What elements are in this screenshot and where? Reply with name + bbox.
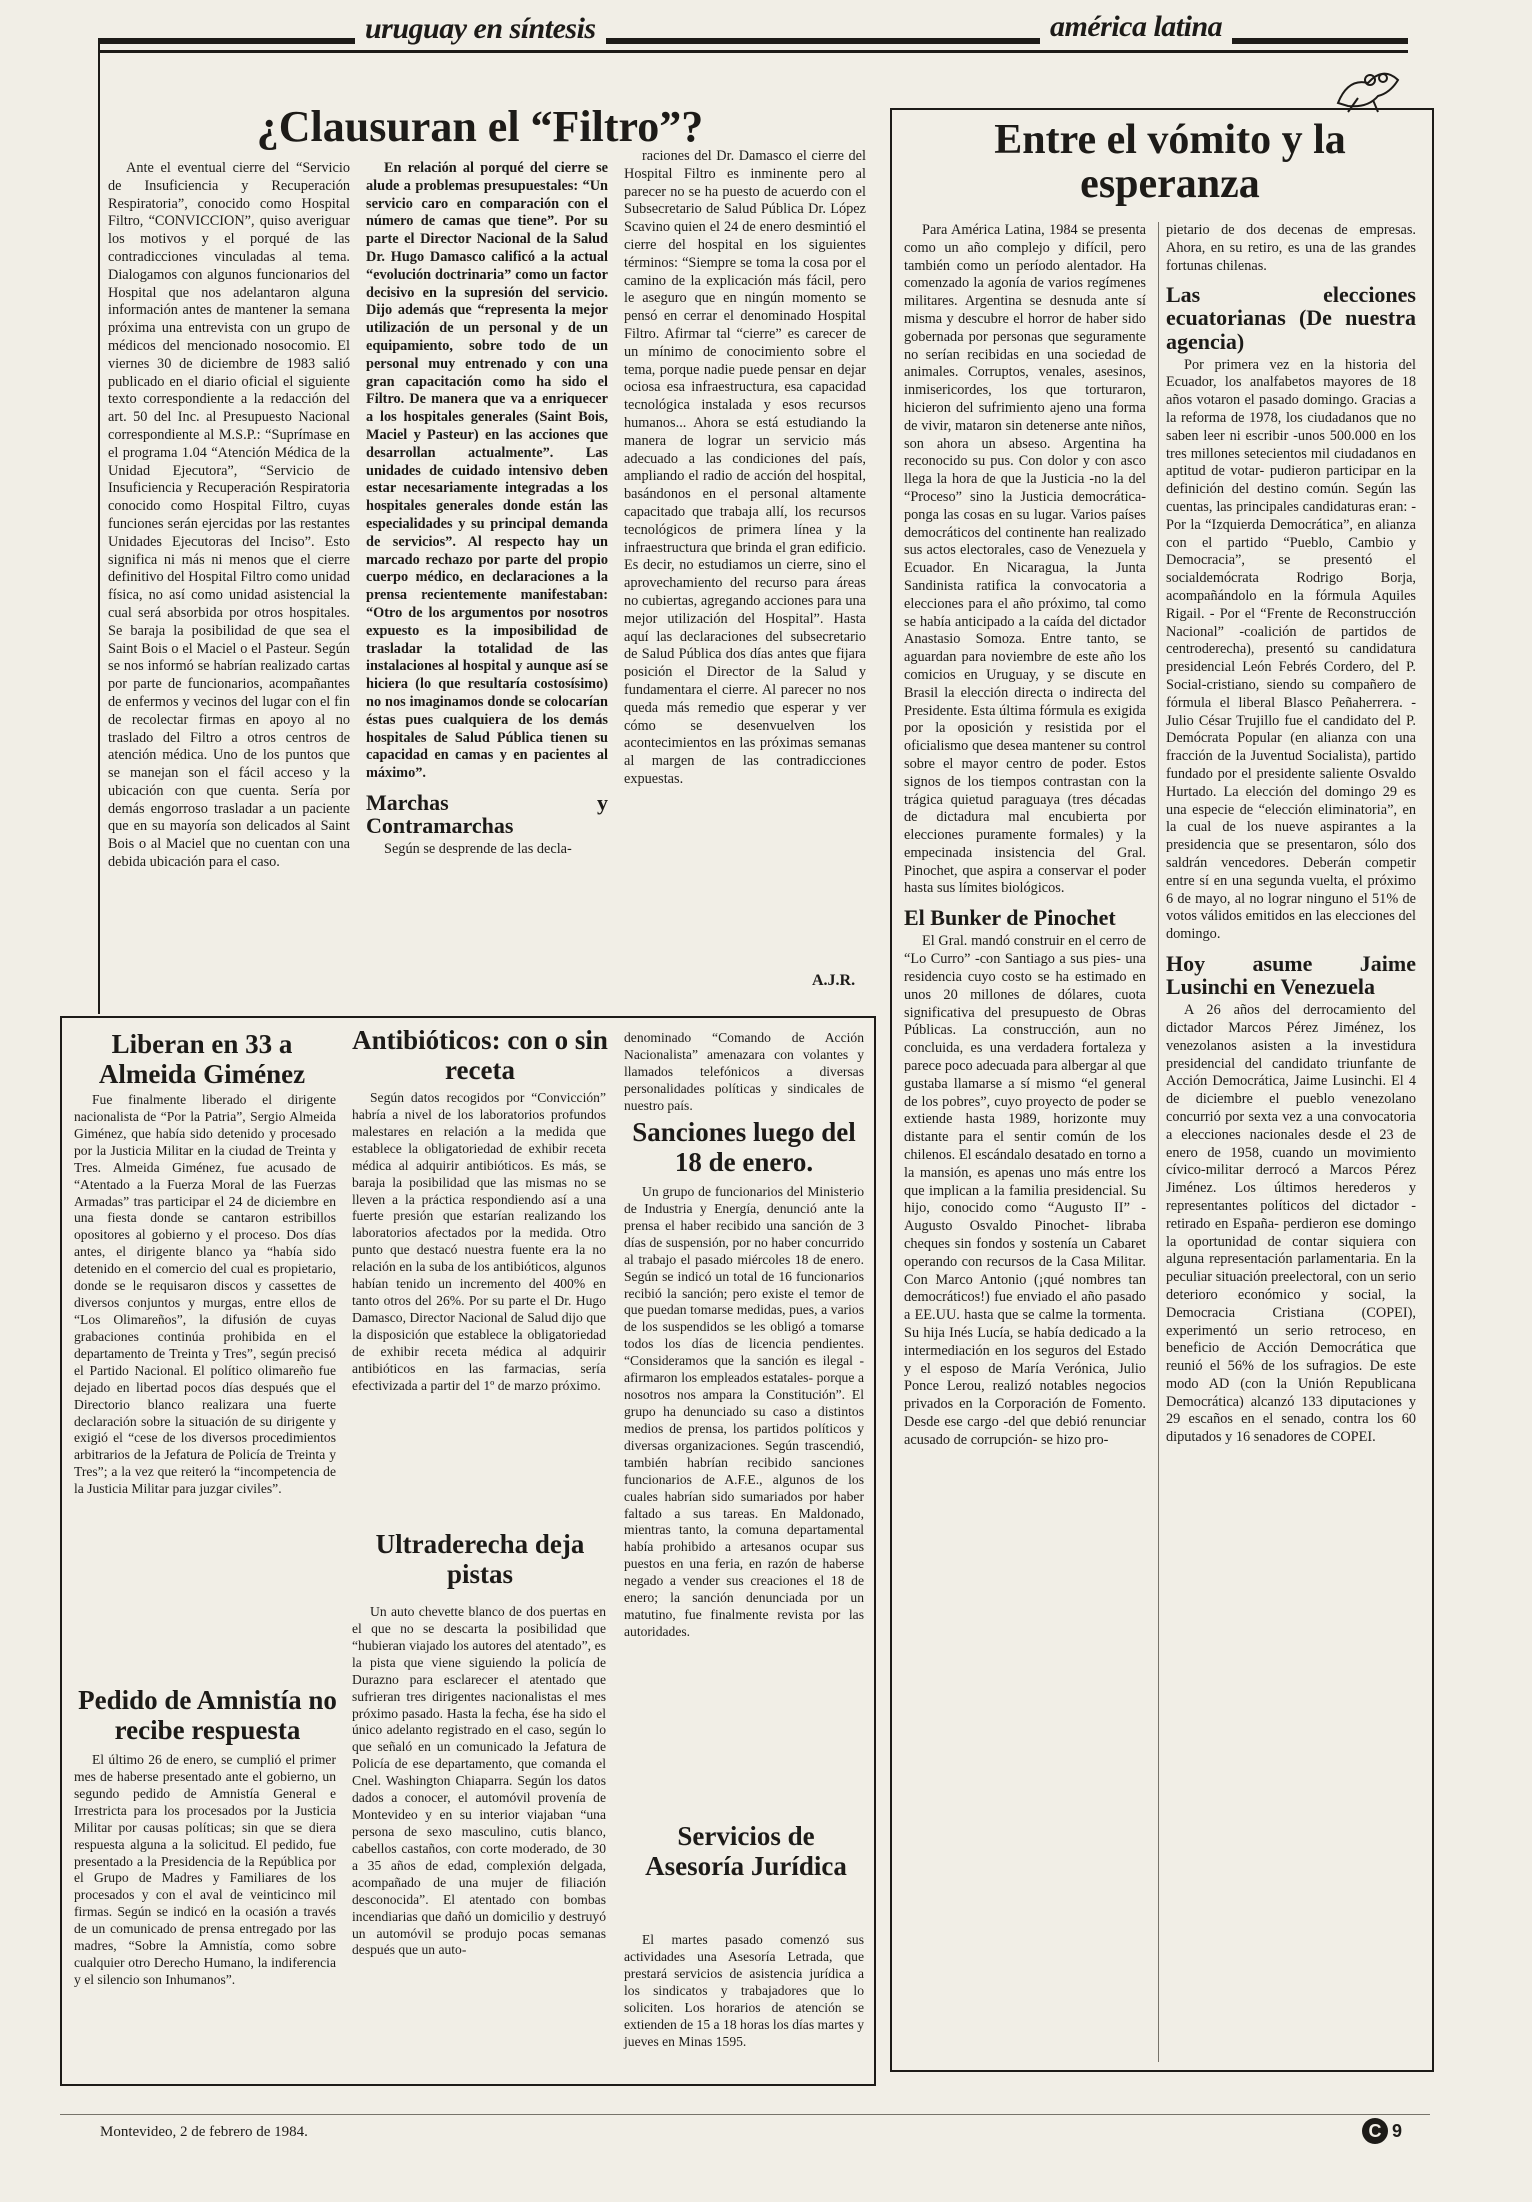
vomito-col-1 xyxy=(904,222,1146,2058)
sanciones-col xyxy=(624,1184,864,1820)
vomito-col-2-lead: pietario de dos decenas de empresas. Ahora, en su retiro, es una de las grandes fortunas chilenas. xyxy=(1166,222,1416,274)
liberan-title: Liberan en 33 a Almeida Giménez xyxy=(98,1029,306,1089)
vomito-col-2-text: Por primera vez en la historia del Ecuador, los analfabetos mayores de 18 años votaron el pasado domingo. Gracias a la reforma de 1978, los ciudadanos que no saben leer ni escribir -unos 500.000 en los tres millones setecientos mil ciudadanos en aptitud de votar- pudieron participar en la definición del destino común. Según las cuentas, las principales candidaturas eran: - Por la “Izquierda Democrática”, en alianza con el partido “Pueblo, Cambio y Democracia”, se presentó el socialdemócrata Rodrigo Borja, acompañándolo en la fórmula Aquiles Rigail. - Por el “Frente de Reconstrucción Nacional” -coalición de partidos de centroderecha), presentó su candidatura presidencial León Febrés Cordero, del P. Social-cristiano, siendo su compañero de fórmula el liberal Blasco Peñaherrera. - Julio César Trujillo fue el candidato del P. Demócrata Popular (en alianza con una fracción de la Juventud Socialista), partido fundado por el presidente saliente Osvaldo Hurtado. La elección del domingo 29 es una especie de “elección eliminatoria”, en la cual de los nueve aspirantes a la presidencia que se presentaron, sólo dos saldrán vencedores. Deberán competir entre sí en una segunda vuelta, el próximo 6 de mayo, al no lograr ninguno el 51% de votos válidos emitidos en las elecciones del domingo. xyxy=(1166,356,1416,943)
vomito-subhead-lusinchi: Hoy asume Jaime Lusinchi en Venezuela xyxy=(1166,950,1416,1000)
amnistia-title: Pedido de Amnistía no recibe respuesta xyxy=(78,1685,337,1745)
filtro-col-3 xyxy=(624,148,866,968)
header-rule-bottom xyxy=(98,50,1408,53)
filtro-title: ¿Clausuran el “Filtro”? xyxy=(256,102,704,151)
ultraderecha-col xyxy=(352,1604,606,2074)
vomito-title: Entre el vómito y la esperanza xyxy=(994,117,1346,208)
section-label-america-latina: américa latina xyxy=(1040,10,1232,44)
vomito-col-2 xyxy=(1166,222,1416,2058)
servicios-text: El martes pasado comenzó sus actividades una Asesoría Letrada, que prestará servicios de asistencia jurídica a los sindicatos y trabajadores que lo soliciten. Los horarios de atención se extienden de 15 a 18 horas los días martes y jueves en Minas 1595. xyxy=(624,1932,864,2049)
vomito-col-1b-text: El Gral. mandó construir en el cerro de “Lo Curro” -con Santiago a sus pies- una residencia cuyo costo se ha estimado en unos 20 millones de dólares, cuota significativa del presupuesto de Obras Públicas. La construcción, aun no concluida, es una verdadera fortaleza y parece poco adecuada para albergar al que gustaba llamarse a sí mismo “el general de los pobres”, cuyo proyecto de poder se extiende hasta 1989, horizonte muy distante para el sentir común de los chilenos. El escándalo desatado en torno a la mansión, es apenas uno más entre los que implican a la familia presidencial. Su hijo, conocido como “Augusto II” -Augusto Osvaldo Pinochet- libraba cheques sin fondos y sostenía un Cabaret operando con recursos de la Casa Militar. Con Marco Antonio (¡qué nombres tan democráticos!) fue enviado el año pasado a EE.UU. hasta que se calme la tormenta. Su hija Inés Lucía, se había dedicado a la intermediación en los seguros del Estado y el esposo de María Verónica, Julio Ponce Lerou, realizó notables negocios privados en la Corporación de Fomento. Desde ese cargo -del que debió renunciar acusado de corrupción- se hizo pro- xyxy=(904,933,1146,1448)
vomito-column-divider xyxy=(1158,222,1159,2062)
filtro-col-3-text: raciones del Dr. Damasco el cierre del Hospital Filtro es inminente pero al parecer no se ha puesto de acuerdo con el Subsecretario de Salud Pública Dr. López Scavino quien el 24 de enero desmintió el cierre del hospital en los siguientes términos: “Siempre se toma la cosa por el camino de la explicación más fácil, pero le aseguro que en ningún momento se pensó en cerrar el denominado Hospital Filtro. Afirmar tal “cierre” es carecer de un mínimo de conocimiento sobre el tema, porque nadie puede pensar en dejar ociosa esa infraestructura, esa capacidad tecnológica instalada y esos recursos humanos... Ahora se está estudiando la manera de lograr un servicio más adecuado a las condiciones del país, ampliando el radio de acción del hospital, basándonos en el personal altamente capacitado que trabaja allí, los recursos tecnológicos de primera línea y la infraestructura que brinda el gran edificio. Es decir, no estudiamos un cierre, sino el aprovechamiento del recurso para áreas no cubiertas, agregando acciones para una mejor utilización del Hospital”. Hasta aquí las declaraciones del subsecretario de Salud Pública dos días antes que fijara posición el Director de la Salud y fundamentara el cierre. Al parecer no nos queda más remedio que esperar y ver cómo se desenvuelven los acontecimientos en las próximas semanas al margen de las contradicciones expuestas. xyxy=(624,148,866,787)
filtro-col-2 xyxy=(366,160,608,1002)
ultraderecha-text: Un auto chevette blanco de dos puertas en el que no se descarta la posibilidad que “hubieran viajado los autores del atentado”, es la pista que viene siguiendo la policía de Durazno para esclarecer el atentado que sufrieran tres dirigentes nacionalistas el mes próximo pasado. Hasta la fecha, ése ha sido el único adelanto registrado en el caso, según lo que señaló en un comunicado la Jefatura de Policía de ese departamento, que comanda el Cnel. Washington Chiaparra. Según los datos dados a conocer, el automóvil provenía de Montevideo y en su interior viajaban “una persona de sexo masculino, cutis blanco, cabellos castaños, con corte moderado, de 30 a 35 años de edad, complexión delgada, acompañado de una mujer de filiación desconocida”. El atentado con bombas incendiarias que dañó un domicilio y destruyó un automóvil se produjo pocas semanas después que un auto- xyxy=(352,1604,606,1958)
filtro-col-2-tail: Según se desprende de las decla- xyxy=(384,841,572,858)
footer-rule xyxy=(60,2114,1430,2115)
convicción-logo xyxy=(1362,2118,1402,2144)
sanciones-lead-text: denominado “Comando de Acción Nacionalista” amenazara con volantes y llamados telefónicos a diversas personalidades políticas y sindicales de nuestro país. xyxy=(624,1030,864,1113)
left-margin-rule xyxy=(98,44,100,1014)
vomito-col-1-text: Para América Latina, 1984 se presenta como un año complejo y difícil, pero también como un período alentador. Ha comenzado la agonía de varios regímenes militares. Argentina se desnuda ante sí misma y descubre el horror de haber sido gobernada por personas que seguramente no serían recibidas en una sociedad de animales. Corruptos, venales, asesinos, inmisericordes, los que torturaron, hicieron del sufrimiento ajeno una forma de vivir, mataron sin detenerse ante niños, son ahora un abseso. Argentina ha reconocido su pus. Con dolor y con asco llega la hora de que la Justicia -no la del “Proceso” sino la Justicia democrática- ponga las cosas en su lugar. Varios países democráticos del continente han realizado sus actos electorales, caso de Venezuela y Ecuador. En Nicaragua, la Junta Sandinista ratifica la convocatoria a elecciones para el año próximo, tal como se había anticipado a la caída del dictador Anastasio Somoza. Entre tanto, se aguardan para noviembre de este año los comicios en Uruguay, y se discute en Brasil la elección directa o indirecta del Presidente. Esta última fórmula es exigida por la oposición y resistida por el oficialismo que desea mantener su control sobre el mayor centro de poder. Estos signos de los tiempos contrastan con la trágica quietud paraguaya (tres décadas de dictadura mal encubierta por elecciones puramente formales) y la empecinada insistencia del Gral. Pinochet, que aspira a conservar el poder hasta sus límites biológicos. xyxy=(904,222,1146,897)
vomito-subhead-ecuador: Las elecciones ecuatorianas (De nuestra agencia) xyxy=(1166,282,1416,354)
page-number: 9 xyxy=(1392,2120,1403,2141)
antibioticos-col xyxy=(352,1090,606,1510)
filtro-signature: A.J.R. xyxy=(812,972,856,989)
liberan-col xyxy=(74,1092,336,1497)
servicios-col xyxy=(624,1932,864,2072)
mascot-illustration xyxy=(1328,58,1408,114)
vomito-subhead-bunker: El Bunker de Pinochet xyxy=(904,905,1116,931)
filtro-subhead-marchas: Marchas y Contramarchas xyxy=(366,789,608,838)
section-label-uruguay: uruguay en síntesis xyxy=(355,12,606,46)
filtro-col-2-text: En relación al porqué del cierre se alude a problemas presupuestales: “Un servicio caro en comparación con el número de camas que tiene”. Por su parte el Director Nacional de la Salud Dr. Hugo Damasco calificó a la actual “evolución doctrinaria” como un factor decisivo en la supresión del servicio. Dijo además que “representa la mejor utilización de un personal y de un equipamiento, sobre todo de un personal muy entrenado y con una gran capacitación como ha sido el Filtro. De manera que va a enriquecer a los hospitales generales (Saint Bois, Maciel y Pasteur) en las acciones que desarrollan actualmente”. Las unidades de cuidado intensivo deben estar necesariamente integradas a los hospitales generales donde están las especialidades y su principal demanda de servicios”. Al respecto hay un marcado rechazo por parte del propio cuerpo médico, en declaraciones a la prensa recientemente manifestaban: “Otro de los argumentos por nosotros expuesto es la imposibilidad de trasladar la totalidad de las instalaciones al hospital y aunque así se hiciera (lo que resultaría costosísimo) no nos imaginamos donde se colocarían éstas pues cualquiera de los demás hospitales de Salud Pública tienen su capacidad en camas y en pacientes al máximo”. xyxy=(366,160,608,782)
footer-dateline: Montevideo, 2 de febrero de 1984. xyxy=(100,2124,308,2140)
filtro-col-1 xyxy=(108,160,350,1002)
filtro-col-1-text: Ante el eventual cierre del “Servicio de Insuficiencia y Recuperación Respiratoria”, conocido como Hospital Filtro, “CONVICCION”, quiso averiguar los motivos y el porqué de las contradicciones vinculadas al tema. Dialogamos con algunos funcionarios del Hospital que nos adelantaron alguna información antes de mantener la semana próxima una entrevista con un grupo de médicos del mencionado nosocomio. El viernes 30 de diciembre de 1983 salió publicado en el diario oficial el siguiente texto correspondiente a la redacción del art. 50 del Inc. al Presupuesto Nacional correspondiente al M.S.P.: “Suprímase en el programa 1.04 “Atención Médica de la Unidad Ejecutora”, “Servicio de Insuficiencia y Recuperación Respiratoria conocido como Hospital Filtro, cuyas funciones serán ejercidas por las restantes Unidades Ejecutoras del Inciso”. Esto significa ni más ni menos que el cierre definitivo del Hospital Filtro como unidad física, no así como unidad asistencial la cual será absorbida por otros hospitales. Se baraja la posibilidad de que sea el Saint Bois o el Maciel o el Pasteur. Según se nos informó se habrían realizado cartas por parte de funcionarios, acompañantes de enfermos y vecinos del lugar con el fin de recolectar firmas en apoyo al no traslado del Filtro a otros centros de atención médica. Uno de los puntos que se manejan son el fácil acceso y la ubicación con que cuenta. Sería por demás engorroso trasladar a un paciente que en su mayoría son delicados al Saint Bois o al Maciel que no cuentan con una debida ubicación para el caso. xyxy=(108,160,350,871)
sanciones-lead-col xyxy=(624,1030,864,1120)
logo-letter: C xyxy=(1362,2118,1388,2144)
amnistia-col xyxy=(74,1752,336,2074)
vomito-col-2b-text: A 26 años del derrocamiento del dictador Marcos Pérez Jiménez, los venezolanos asisten a la investidura presidencial del candidato triunfante de Acción Democrática, Jaime Lusinchi. El 4 de diciembre el pueblo venezolano concurrió por sexta vez a una convocatoria a elecciones nacionales desde el 23 de enero de 1958, cuando un movimiento cívico-militar derrocó a Marcos Pérez Jiménez. Los últimos herederos y representantes políticos del dictador -retirado en España- perdieron ese domingo la oportunidad de contar siquiera con alguna representación parlamentaria. En la peculiar situación preelectoral, con un serio deterioro económico y social, la Democracia Cristiana (COPEI), experimentó un serio retroceso, en beneficio de Acción Democrática que reunió el 56% de los sufragios. De este modo AD (con la Unión Republicana Democrática) alcanzó 133 diputaciones y 29 escaños en el senado, contra los 60 diputados y 16 senadores de COPEI. xyxy=(1166,1002,1416,1446)
servicios-title: Servicios de Asesoría Jurídica xyxy=(645,1821,847,1881)
antibioticos-text: Según datos recogidos por “Convicción” habría a nivel de los laboratorios profundos malestares en relación a la medida que establece la obligatoriedad de exhibir receta médica al adquirir antibióticos. Es más, se baraja la posibilidad que las mismas no se lleven a la práctica respondiendo así a una fuerte presión que estarían realizando los laboratorios afectados por la medida. Otro punto que destacó nuestra fuente era la no relación en la suba de los antibióticos, algunos habían tenido un incremento del 400% en tanto otros del 26%. Por su parte el Dr. Hugo Damasco, Director Nacional de Salud dijo que la disposición que establece la obligatoriedad de exhibir receta médica al adquirir antibióticos en las farmacias, sería efectivizada a partir del 1º de marzo próximo. xyxy=(352,1090,606,1393)
liberan-text: Fue finalmente liberado el dirigente nacionalista de “Por la Patria”, Sergio Almeida Giménez, que había sido detenido y procesado por la Justicia Militar en la ciudad de Treinta y Tres. Almeida Giménez, fue acusado de “Atentado a la Fuerza Moral de las Fuerzas Armadas” tras participar el 24 de diciembre en una fiesta donde se cantaron estribillos opositores al gobierno y el proceso. Dos días antes, el dirigente blanco ya “había sido detenido en el comercio del cual es propietario, donde se le requisaron discos y cassettes de diversos conjuntos y murgas, entre ellos de “Los Olimareños”, la difusión de cuyas grabaciones continúa prohibida en el departamento de Treinta y Tres”, según precisó el Partido Nacional. El político olimareño fue dejado en libertad pocos días después que el Directorio blanco realizara una fuerte declaración sobre la situación de su dirigente y exigió el “cese de los diversos procedimientos arbitrarios de la Jefatura de Policía de Treinta y Tres”; a la vez que reiteró la “incompetencia de la Justicia Militar para juzgar civiles”. xyxy=(74,1092,336,1497)
antibioticos-title: Antibióticos: con o sin receta xyxy=(352,1025,608,1085)
amnistia-text: El último 26 de enero, se cumplió el primer mes de haberse presentado ante el gobierno, un segundo pedido de Amnistía General e Irrestricta para los procesados por la Justicia Militar por causas políticas; sin que se diera respuesta alguna a la solicitud. El pedido, fue presentado a la Presidencia de la República por el Grupo de Madres y Familiares de los procesados y con el aval de veinticinco mil firmas. Según se indicó en la ocasión a través de un comunicado de prensa entregado por las madres, “Sobre la Amnistía, como sobre cualquier otro Derecho Humano, la indiferencia y el silencio son Inhumanos”. xyxy=(74,1752,336,1987)
ultraderecha-title: Ultraderecha deja pistas xyxy=(375,1529,585,1589)
sanciones-title: Sanciones luego del 18 de enero. xyxy=(632,1117,856,1177)
sanciones-text: Un grupo de funcionarios del Ministerio de Industria y Energía, denunció ante la prensa el haber recibido una sanción de 3 días de suspensión, por no haber concurrido al trabajo el pasado miércoles 18 de enero. Según se indicó un total de 16 funcionarios recibió la sanción; pero existe el temor de que puedan tomarse medidas, pues, a varios de los suspendidos se les obligó a tomarse todos los días de licencia pendientes. “Consideramos que la sanción es ilegal -afirmaron los empleados estatales- porque a nosotros nos ampara la Constitución”. El grupo ha denunciado su caso a distintos medios de prensa, los partidos políticos y diversas organizaciones. Según trascendió, también habrían recibido sanciones funcionarios de A.F.E., algunos de los cuales habrían sido sumariados por haber faltado a sus tareas. En Maldonado, mientras tanto, la comuna departamental había prohibido a artesanos ocupar sus puestos en una feria, en razón de haberse negado a vender sus creaciones el 18 de enero; la sanción denunciada por un matutino, fue finalmente revista por las autoridades. xyxy=(624,1184,864,1639)
